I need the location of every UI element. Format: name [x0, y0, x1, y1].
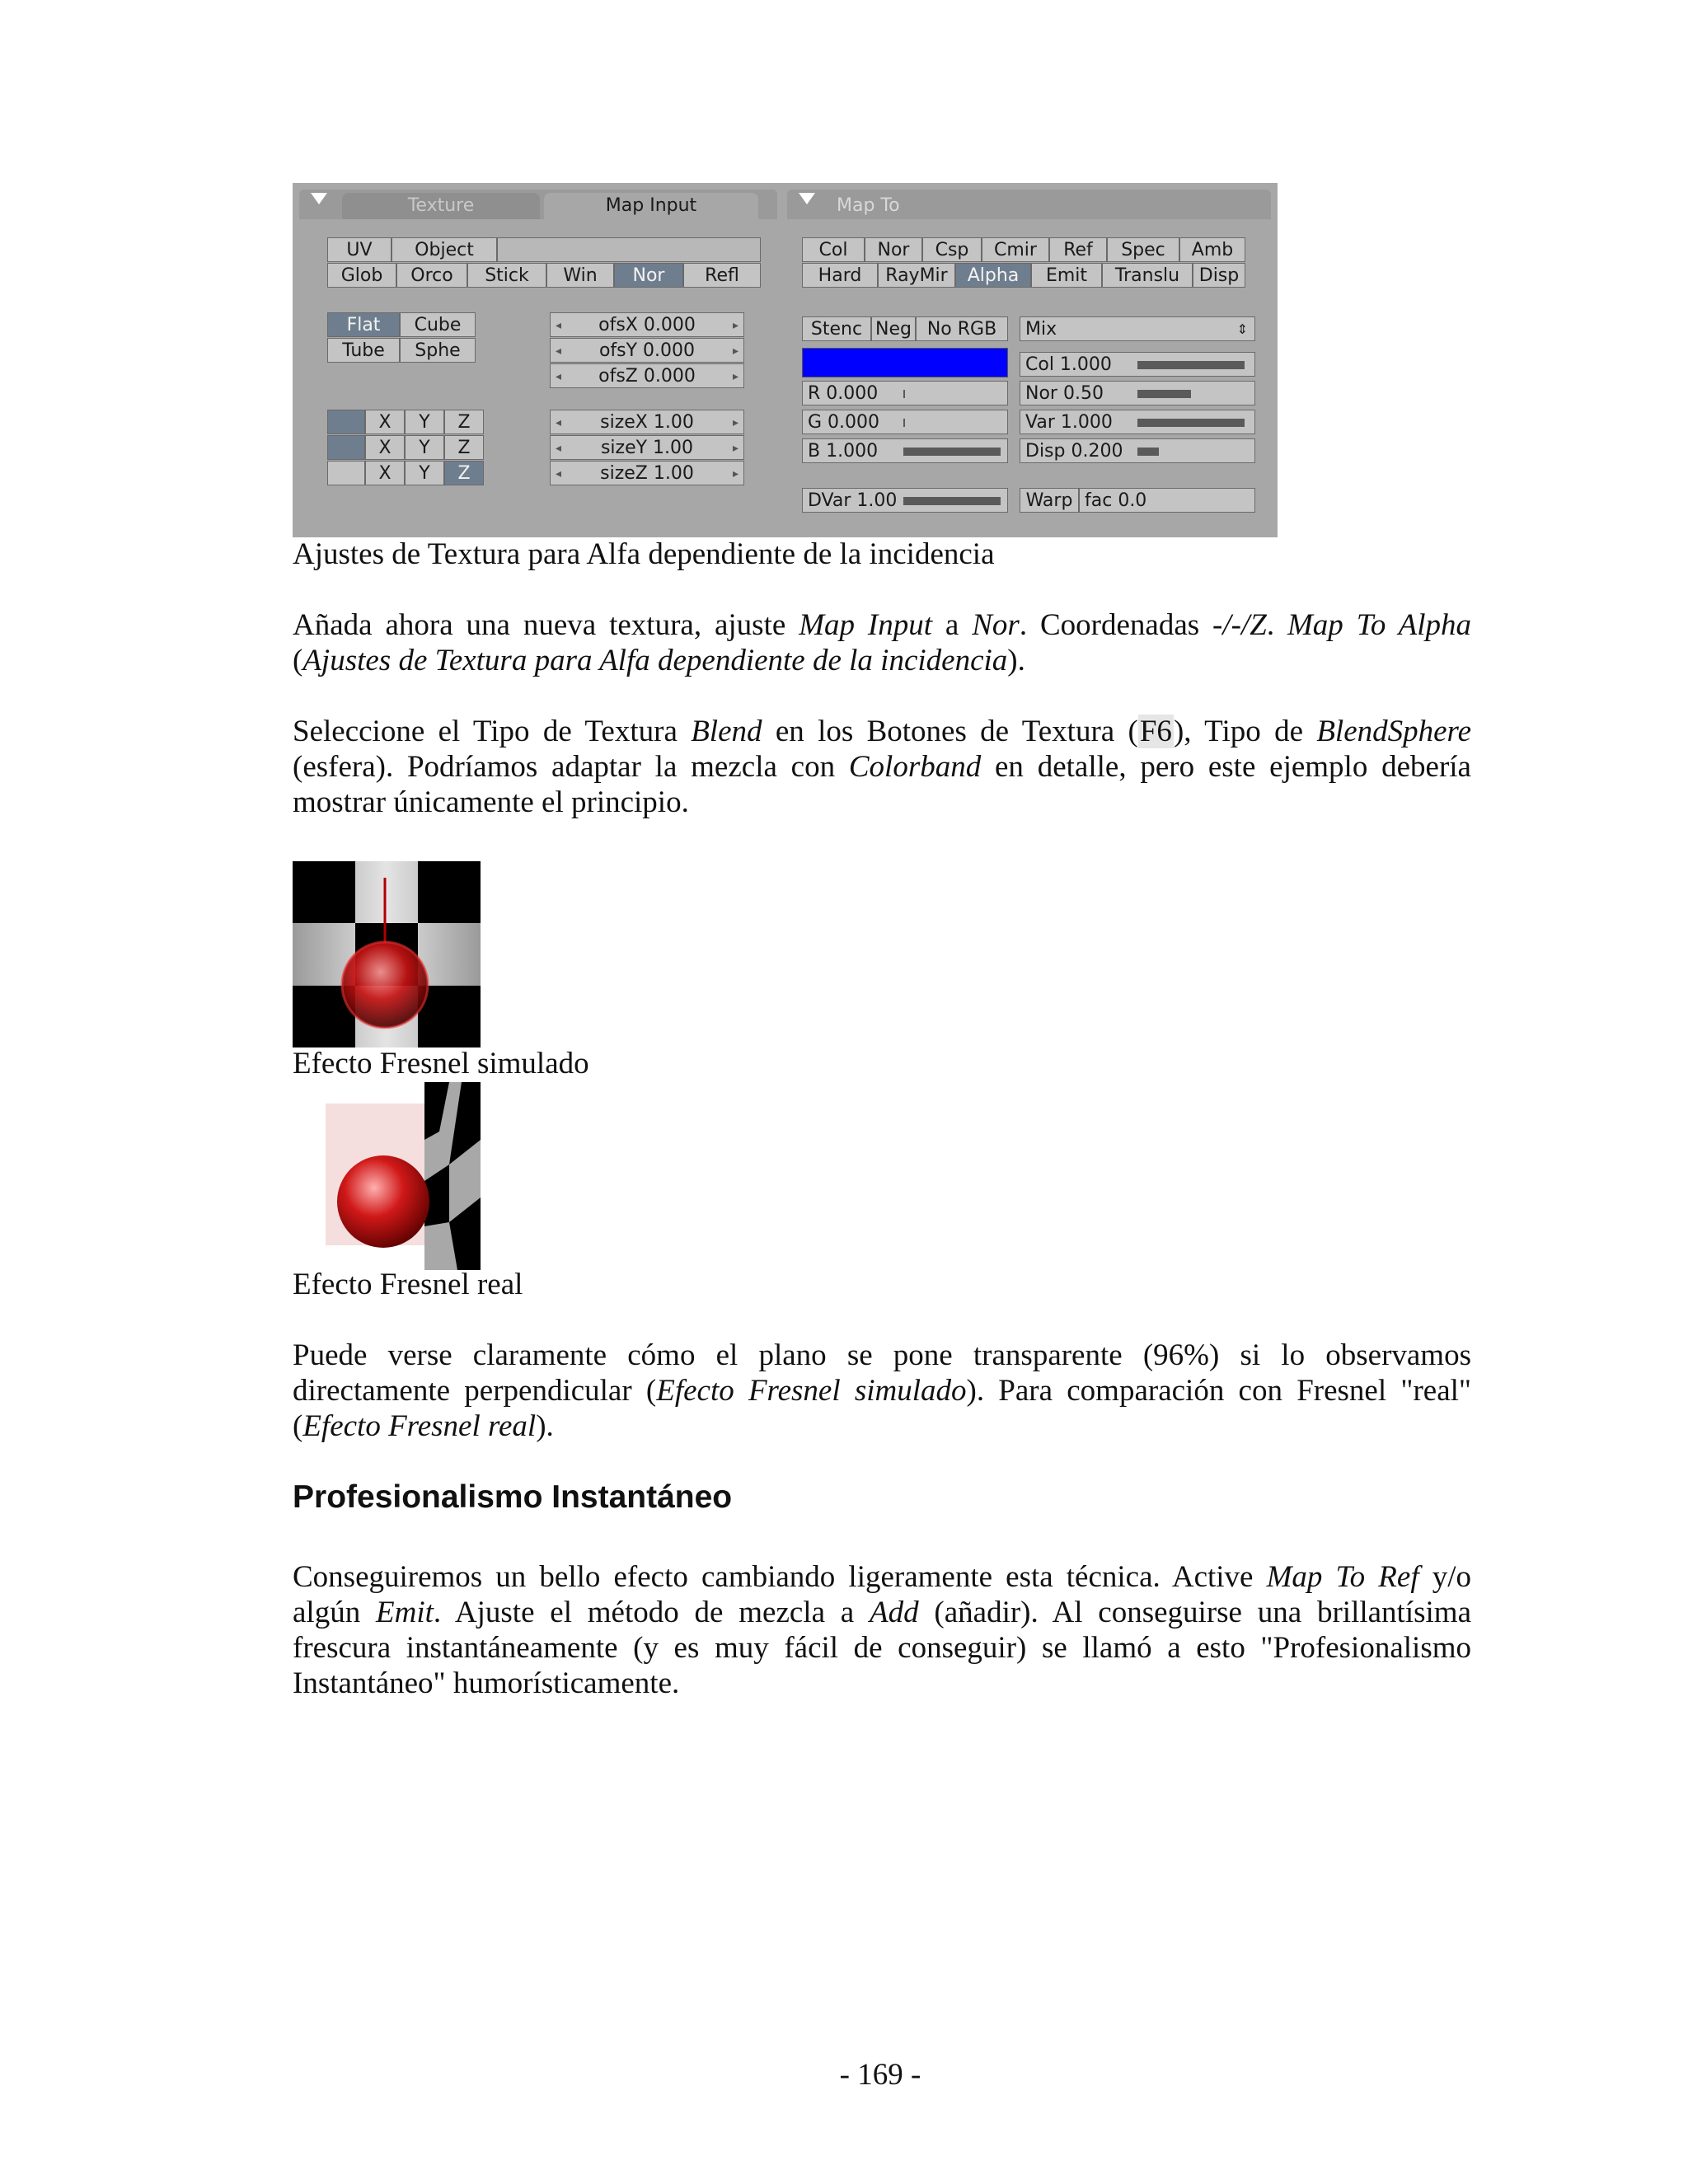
axis-x-x[interactable]: X: [365, 410, 405, 434]
blend-mode-select[interactable]: Mix ⇕: [1020, 316, 1255, 341]
stick-button[interactable]: Stick: [467, 263, 546, 288]
translu-button[interactable]: Translu: [1102, 263, 1193, 288]
refl-button[interactable]: Refl: [683, 263, 761, 288]
warp-button[interactable]: Warp: [1020, 488, 1079, 513]
emit-button[interactable]: Emit: [1031, 263, 1102, 288]
paragraph-instant-professionalism: Conseguiremos un bello efecto cambiando ligeramente esta técnica. Active Map To Ref y/o algún Emit. Ajuste el método de mezcla a Add (añadir). Al conseguirse una brillantísima frescura instantáneamente (y es muy fácil de conseguir) se llamó a esto "Profesionalismo Instantáneo" humorísticamente.: [293, 1560, 1471, 1700]
alpha-button[interactable]: Alpha: [955, 263, 1031, 288]
axis-y-y[interactable]: Y: [405, 435, 444, 460]
object-name-field[interactable]: [497, 237, 761, 262]
csp-button[interactable]: Csp: [922, 237, 982, 262]
nor-button[interactable]: Nor: [614, 263, 683, 288]
axis-y-z[interactable]: Z: [444, 435, 484, 460]
warp-fac-slider[interactable]: fac 0.0: [1079, 488, 1255, 513]
neg-button[interactable]: Neg: [871, 316, 916, 341]
cube-button[interactable]: Cube: [400, 312, 476, 337]
object-button[interactable]: Object: [392, 237, 497, 262]
render-fresnel-simulated-image: [293, 861, 481, 1047]
updown-arrows-icon: ⇕: [1236, 321, 1248, 337]
b-slider-fill: [903, 448, 1001, 456]
col-button[interactable]: Col: [802, 237, 865, 262]
disp-button[interactable]: Disp: [1193, 263, 1245, 288]
disp-factor-fill: [1137, 448, 1159, 456]
f6-key: F6: [1139, 715, 1172, 748]
r-slider-fill: [903, 390, 905, 398]
sizez-field[interactable]: ◂ sizeZ 1.00 ▸: [550, 461, 744, 485]
collapse-triangle-icon[interactable]: [799, 193, 815, 204]
axis-row-z-none[interactable]: [327, 461, 365, 485]
no-rgb-button[interactable]: No RGB: [916, 316, 1008, 341]
render-fresnel-simulated: [293, 861, 481, 1047]
dvar-slider[interactable]: DVar 1.00: [802, 488, 1008, 513]
hard-button[interactable]: Hard: [802, 263, 878, 288]
paragraph-transparency: Puede verse claramente cómo el plano se pone transparente (96%) si lo observamos directamente perpendicular (Efecto Fresnel simulado). Para comparación con Fresnel "real" (Efecto Fresnel real).: [293, 1338, 1471, 1443]
cmir-button[interactable]: Cmir: [982, 237, 1049, 262]
amb-button[interactable]: Amb: [1179, 237, 1245, 262]
map-to-title: Map To: [837, 195, 900, 216]
glob-button[interactable]: Glob: [327, 263, 396, 288]
uv-button[interactable]: UV: [327, 237, 392, 262]
section-heading: Profesionalismo Instantáneo: [293, 1479, 733, 1515]
axis-row-x-none[interactable]: [327, 410, 365, 434]
raymir-button[interactable]: RayMir: [878, 263, 955, 288]
sizey-field[interactable]: ◂ sizeY 1.00 ▸: [550, 435, 744, 460]
figure-caption-texture-settings: Ajustes de Textura para Alfa dependiente de la incidencia: [293, 537, 995, 571]
orco-button[interactable]: Orco: [396, 263, 467, 288]
color-swatch[interactable]: [802, 348, 1008, 377]
win-button[interactable]: Win: [546, 263, 614, 288]
tab-map-input[interactable]: Map Input: [544, 193, 758, 219]
g-slider-fill: [903, 419, 905, 427]
nor-factor-fill: [1137, 390, 1191, 398]
tab-texture[interactable]: Texture: [342, 193, 540, 219]
sphe-button[interactable]: Sphe: [400, 338, 476, 363]
col-factor-fill: [1137, 361, 1245, 369]
axis-z-y[interactable]: Y: [405, 461, 444, 485]
spec-button[interactable]: Spec: [1107, 237, 1179, 262]
dvar-fill: [903, 497, 1001, 505]
nor-factor-slider[interactable]: Nor 0.50: [1020, 381, 1255, 405]
texture-settings-screenshot: [293, 183, 1278, 537]
ofsz-field[interactable]: ◂ ofsZ 0.000 ▸: [550, 363, 744, 388]
disp-factor-slider[interactable]: Disp 0.200: [1020, 438, 1255, 463]
var-slider[interactable]: Var 1.000: [1020, 410, 1255, 434]
ofsy-field[interactable]: ◂ ofsY 0.000 ▸: [550, 338, 744, 363]
b-slider[interactable]: B 1.000: [802, 438, 1008, 463]
g-slider[interactable]: G 0.000: [802, 410, 1008, 434]
col-factor-slider[interactable]: Col 1.000: [1020, 352, 1255, 377]
axis-y-x[interactable]: X: [365, 435, 405, 460]
paragraph-map-input: Añada ahora una nueva textura, ajuste Map Input a Nor. Coordenadas -/-/Z. Map To Alpha (Ajustes de Textura para Alfa dependiente de la incidencia).: [293, 608, 1471, 677]
axis-x-y[interactable]: Y: [405, 410, 444, 434]
figure-caption-fresnel-simulated: Efecto Fresnel simulado: [293, 1047, 589, 1080]
axis-z-x[interactable]: X: [365, 461, 405, 485]
paragraph-blend-texture: Seleccione el Tipo de Textura Blend en los Botones de Textura (F6), Tipo de BlendSphere (esfera). Podríamos adaptar la mezcla con Colorband en detalle, pero este ejemplo debería mostrar únicamente el principio.: [293, 715, 1471, 819]
render-fresnel-real: [293, 1082, 481, 1270]
axis-x-z[interactable]: Z: [444, 410, 484, 434]
ref-button[interactable]: Ref: [1049, 237, 1107, 262]
nor-map-button[interactable]: Nor: [865, 237, 922, 262]
flat-button[interactable]: Flat: [327, 312, 400, 337]
axis-row-y-none[interactable]: [327, 435, 365, 460]
r-slider[interactable]: R 0.000: [802, 381, 1008, 405]
collapse-triangle-icon[interactable]: [311, 193, 327, 204]
var-fill: [1137, 419, 1245, 427]
ofsx-field[interactable]: ◂ ofsX 0.000 ▸: [550, 312, 744, 337]
render-fresnel-real-image: [293, 1082, 481, 1270]
figure-caption-fresnel-real: Efecto Fresnel real: [293, 1268, 523, 1301]
page-number: - 169 -: [839, 2058, 921, 2092]
axis-z-z[interactable]: Z: [444, 461, 484, 485]
sizex-field[interactable]: ◂ sizeX 1.00 ▸: [550, 410, 744, 434]
tube-button[interactable]: Tube: [327, 338, 400, 363]
stencil-button[interactable]: Stenc: [802, 316, 871, 341]
